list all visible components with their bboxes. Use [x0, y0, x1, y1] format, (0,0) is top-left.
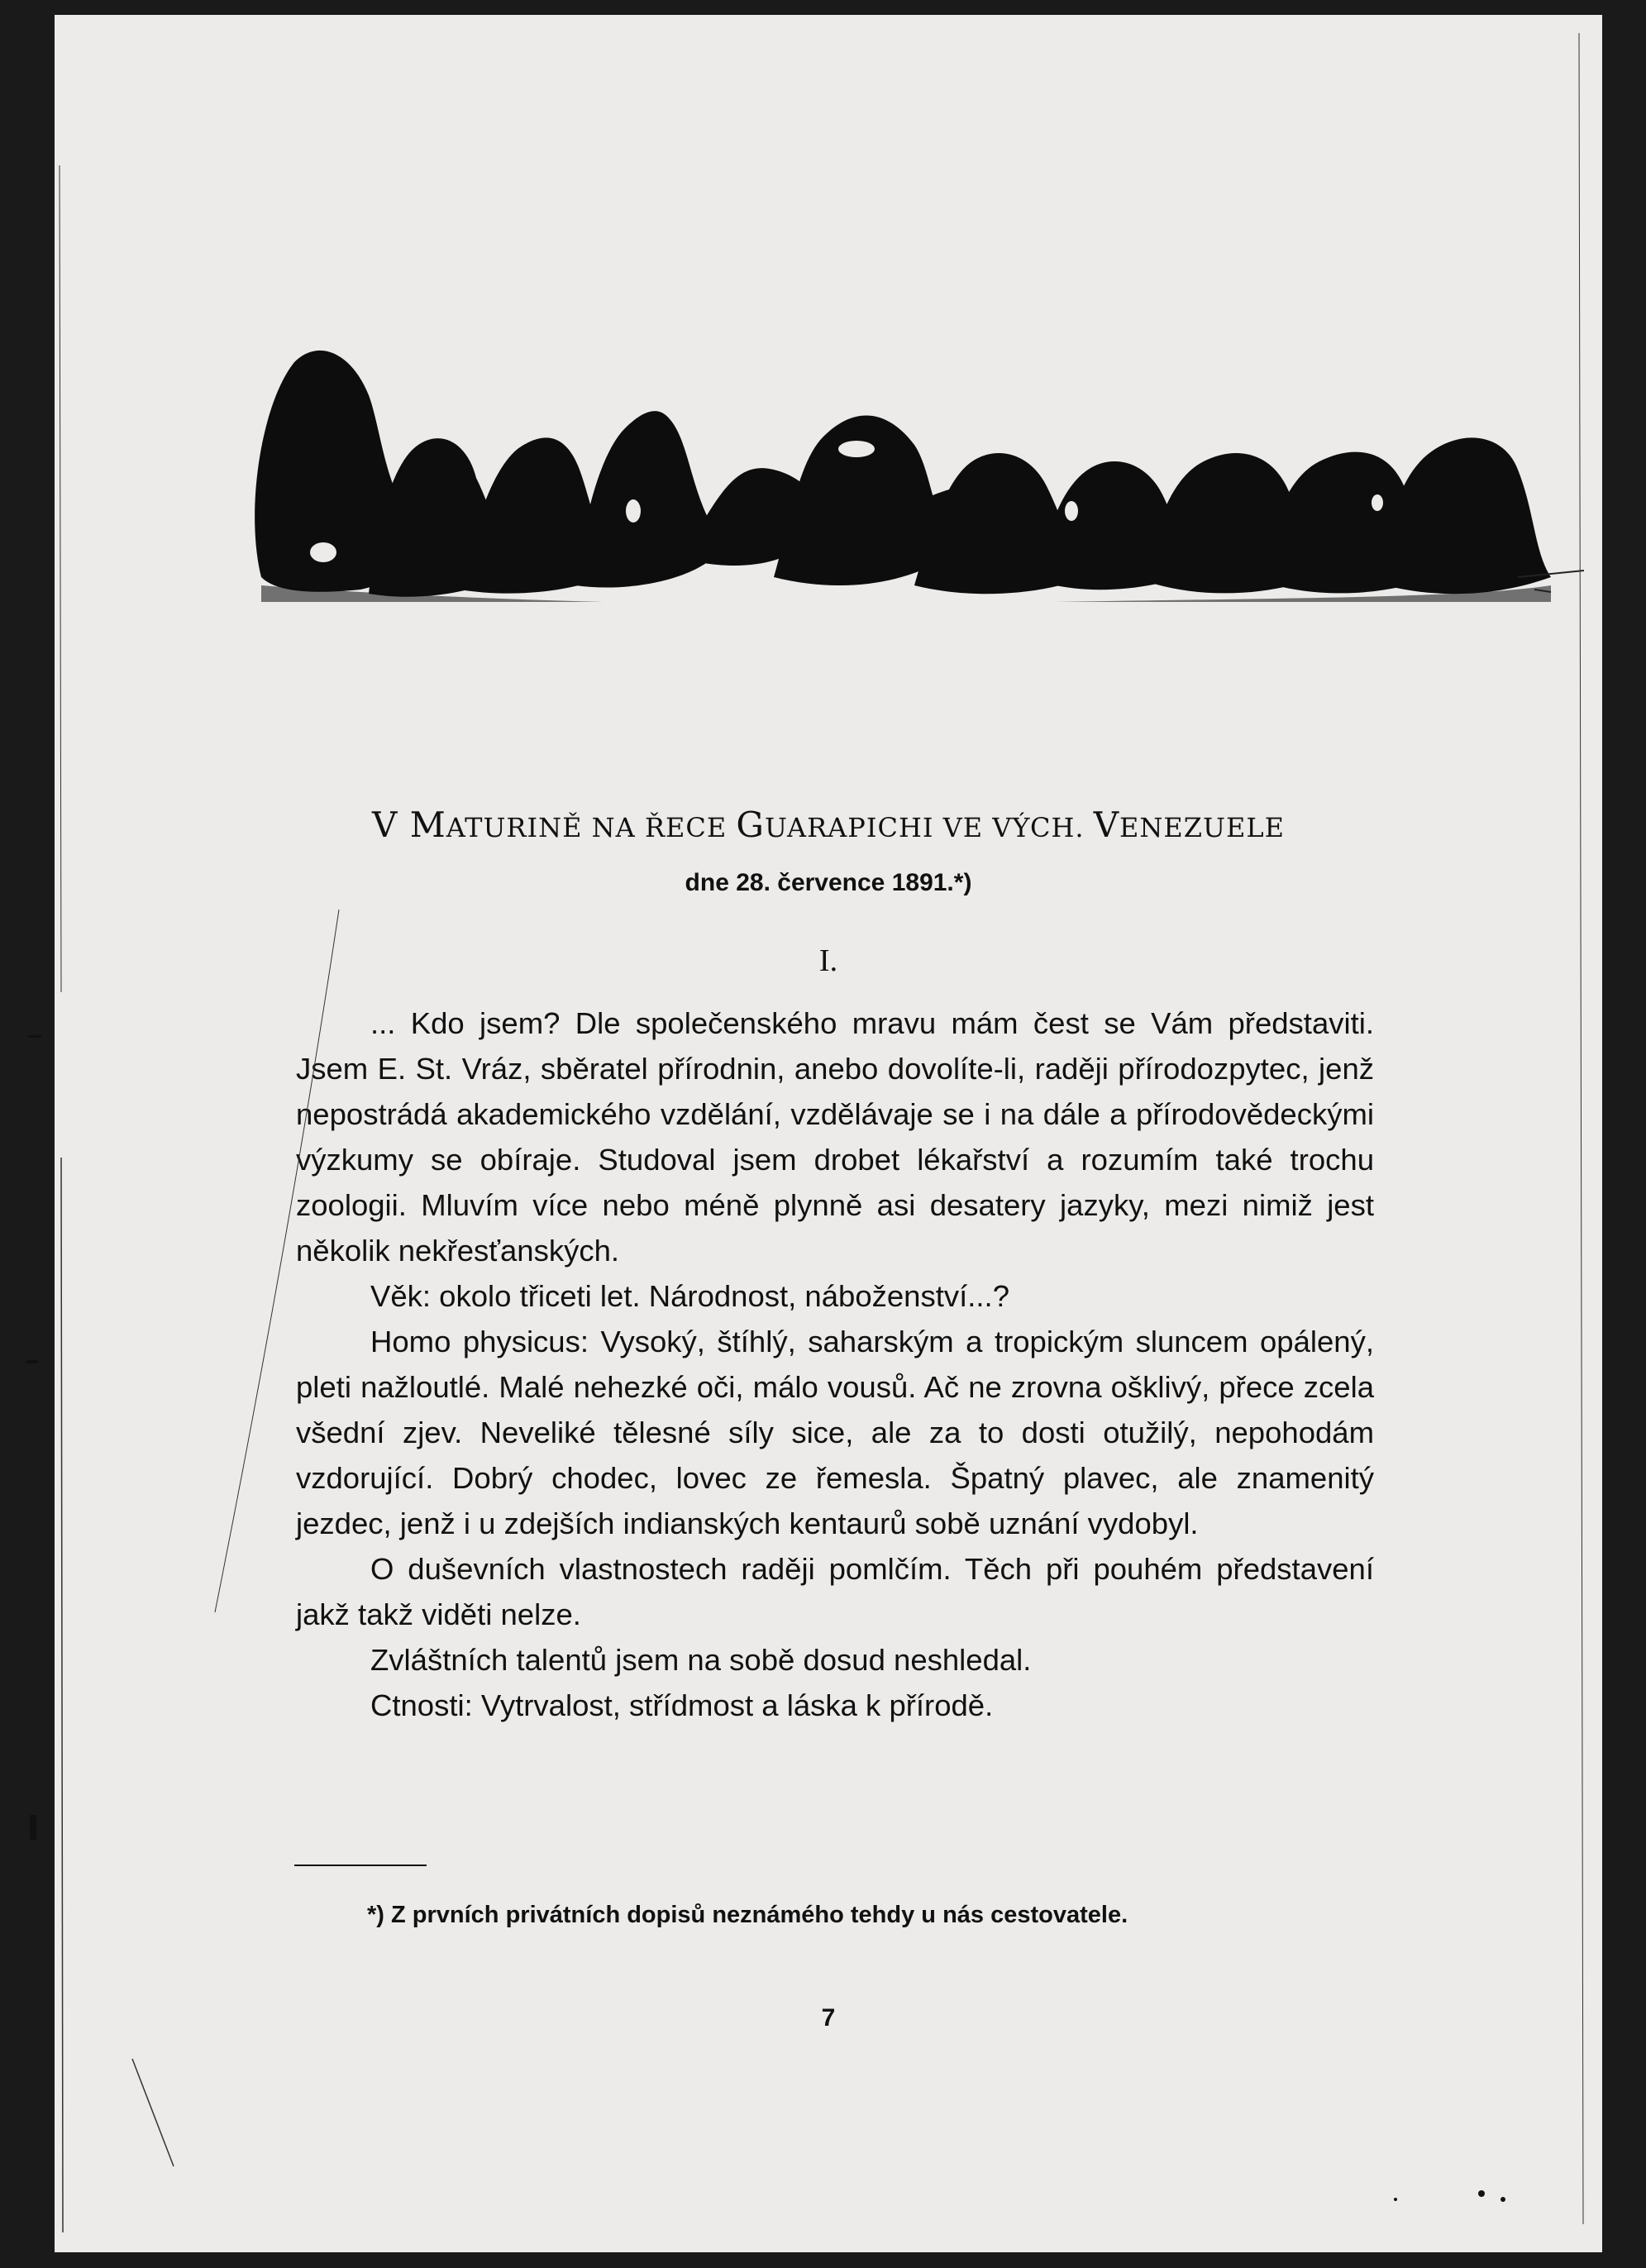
chapter-date: dne 28. července 1891.*) [685, 869, 972, 896]
footnote-divider [294, 1865, 427, 1866]
title-part-2-initial: G [736, 805, 765, 845]
ink-vignette-illustration [228, 304, 1584, 602]
paragraph: Zvláštních talentů jsem na sobě dosud neshledal. [370, 1643, 1032, 1677]
section-number: I. [818, 943, 838, 978]
title-part-2-rest: UARAPICHI VE VÝCH. [764, 812, 1094, 843]
chapter-title [55, 805, 1602, 845]
book-page [55, 15, 1602, 2252]
title-part-1-initial: V M [372, 805, 446, 845]
paragraph: Ctnosti: Vytrvalost, střídmost a láska k přírodě. [370, 1688, 994, 1722]
title-part-3-rest: ENEZUELE [1119, 812, 1285, 843]
body-text [296, 1000, 1374, 1728]
title-part-1-rest: ATURINĚ NA ŘECE [446, 812, 737, 843]
paragraph: O duševních vlastnostech raději pomlčím. Těch při pouhém představení jakž takž viděti nelze. [296, 1552, 1374, 1631]
paragraph: Homo physicus: Vysoký, štíhlý, saharským a tropickým sluncem opálený, pleti nažloutlé. Malé nehezké oči, málo vousů. Ač ne zrovna ošklivý, přece zcela všední zjev. Neveliké tělesné síly sice, ale za to dosti otužilý, nepohodám vzdorující. Dobrý chodec, lovec ze řemesla. Špatný plavec, ale znamenitý jezdec, jenž i u zdejších indianských kentaurů sobě uznání vydobyl. [296, 1325, 1374, 1540]
paragraph: ... Kdo jsem? Dle společenského mravu mám čest se Vám představiti. Jsem E. St. Vráz, sběratel přírodnin, anebo dovolíte-li, raději přírodozpytec, jenž nepostrádá akademického vzdělání, vzdělávaje se i na dále a přírodovědeckými výzkumy se obíraje. Studoval jsem drobet lékařství a rozumím také trochu zoologii. Mluvím více nebo méně plynně asi desatery jazyky, mezi nimiž jest několik nekřesťanských. [296, 1006, 1374, 1268]
title-part-3-initial: V [1093, 805, 1120, 845]
page-number: 7 [821, 2004, 836, 2032]
footnote: *) Z prvních privátních dopisů neznámého tehdy u nás cestovatele. [367, 1902, 1128, 1928]
paragraph: Věk: okolo třiceti let. Národnost, náboženství...? [370, 1279, 1009, 1313]
